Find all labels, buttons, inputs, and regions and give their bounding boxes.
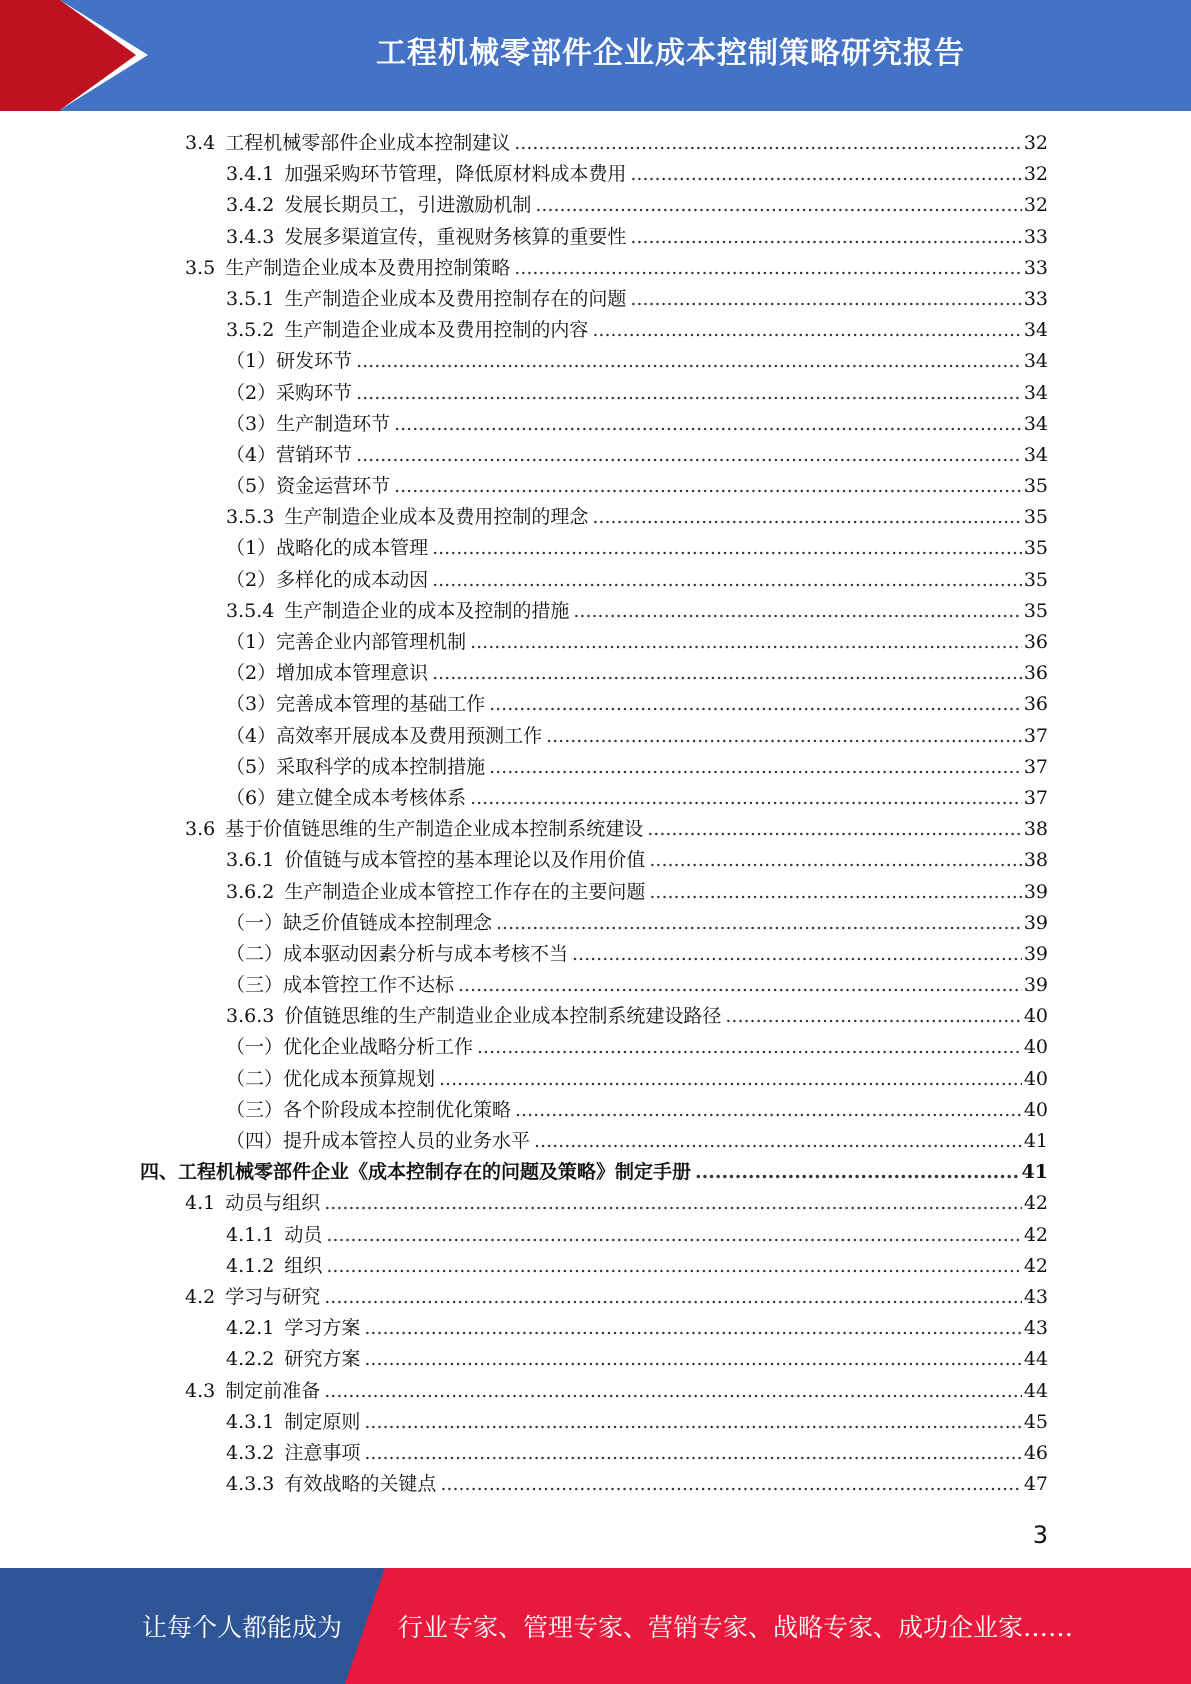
toc-entry-label: 生产制造企业成本及费用控制的内容 (284, 319, 589, 342)
toc-entry[interactable] (140, 970, 1048, 1001)
toc-entry-page: 35 (1023, 475, 1048, 498)
toc-entry-number: 4.3.2 (226, 1441, 275, 1464)
toc-entry-page: 35 (1023, 506, 1048, 529)
toc-entry-page: 36 (1023, 662, 1048, 685)
toc-entry[interactable] (140, 1001, 1048, 1032)
toc-entry-label: 组织 (284, 1254, 323, 1277)
toc-entry-page: 39 (1023, 911, 1048, 934)
toc-entry-number: 3.6.1 (226, 849, 275, 872)
toc-entry-label: （5）采取科学的成本控制措施 (226, 755, 486, 778)
toc-entry-label: （4）营销环节 (226, 443, 353, 466)
toc-dot-leader (364, 1344, 1021, 1375)
toc-entry-label: 发展长期员工，引进激励机制 (284, 194, 532, 217)
toc-entry[interactable] (140, 159, 1048, 190)
toc-entry-page: 46 (1023, 1441, 1048, 1464)
toc-entry-number: 3.5 (185, 256, 216, 279)
toc-entry-label: （4）高效率开展成本及费用预测工作 (226, 724, 543, 747)
toc-entry-number: 3.6.3 (226, 1005, 275, 1028)
toc-entry-label: 价值链与成本管控的基本理论以及作用价值 (284, 849, 646, 872)
toc-entry[interactable] (140, 1220, 1048, 1251)
toc-entry-label: （二）成本驱动因素分析与成本考核不当 (226, 942, 569, 965)
toc-entry[interactable] (140, 565, 1048, 596)
toc-entry-label: （2）增加成本管理意识 (226, 662, 429, 685)
toc-entry-label: 动员与组织 (225, 1192, 321, 1215)
toc-entry-page: 36 (1023, 693, 1048, 716)
toc-entry[interactable] (140, 284, 1048, 315)
toc-entry-page: 44 (1023, 1379, 1048, 1402)
toc-entry-label: 加强采购环节管理，降低原材料成本费用 (284, 163, 627, 186)
toc-entry-page: 35 (1023, 568, 1048, 591)
toc-entry[interactable] (140, 658, 1048, 689)
toc-entry[interactable] (140, 533, 1048, 564)
toc-entry-label: 注意事项 (284, 1441, 361, 1464)
toc-entry-label: 发展多渠道宣传，重视财务核算的重要性 (284, 225, 627, 248)
toc-dot-leader (394, 471, 1022, 502)
toc-entry-number: 3.4.1 (226, 163, 275, 186)
toc-entry-number: 4.2.2 (226, 1348, 275, 1371)
toc-dot-leader (470, 783, 1022, 814)
toc-entry[interactable] (140, 596, 1048, 627)
toc-entry-label: （1）战略化的成本管理 (226, 537, 429, 560)
toc-entry-number: 3.6 (185, 818, 216, 841)
toc-dot-leader (440, 1469, 1021, 1500)
footer-slogan-right: 行业专家、管理专家、营销专家、战略专家、成功企业家…… (398, 1613, 1074, 1642)
toc-entry[interactable] (140, 814, 1048, 845)
toc-entry-label: （一）缺乏价值链成本控制理念 (226, 911, 493, 934)
toc-entry-label: （一）优化企业战略分析工作 (226, 1036, 474, 1059)
toc-dot-leader (489, 689, 1022, 720)
toc-dot-leader (432, 565, 1022, 596)
toc-dot-leader (364, 1407, 1021, 1438)
toc-entry-number: 3.4.3 (226, 225, 275, 248)
toc-dot-leader (394, 409, 1022, 440)
toc-entry-page: 40 (1023, 1005, 1048, 1028)
header-red-block (0, 0, 61, 111)
toc-entry-number: 3.5.1 (226, 287, 275, 310)
toc-dot-leader (324, 1282, 1022, 1313)
toc-entry[interactable] (140, 908, 1048, 939)
toc-entry-page: 37 (1023, 786, 1048, 809)
toc-entry-label: （四）提升成本管控人员的业务水平 (226, 1130, 531, 1152)
toc-entry-label: 有效战略的关键点 (284, 1473, 437, 1496)
toc-entry-label: （三）各个阶段成本控制优化策略 (226, 1098, 512, 1121)
toc-entry[interactable] (140, 845, 1048, 876)
toc-entry-page: 39 (1023, 880, 1048, 903)
toc-entry[interactable] (140, 1344, 1048, 1375)
toc-dot-leader (630, 284, 1021, 315)
toc-dot-leader (364, 1313, 1021, 1344)
toc-entry[interactable] (140, 877, 1048, 908)
toc-entry-number: 4.2 (185, 1285, 216, 1308)
toc-entry-label: 基于价值链思维的生产制造企业成本控制系统建设 (225, 818, 644, 841)
toc-entry-number: 3.4 (185, 132, 216, 154)
toc-entry[interactable] (140, 128, 1048, 159)
toc-entry[interactable] (140, 1157, 1048, 1188)
toc-entry-number: 4.1.1 (226, 1223, 275, 1246)
document-title: 工程机械零部件企业成本控制策略研究报告 (376, 36, 965, 71)
toc-entry[interactable] (140, 315, 1048, 346)
toc-entry[interactable] (140, 346, 1048, 377)
toc-entry[interactable] (140, 1032, 1048, 1063)
toc-entry-label: 生产制造企业成本及费用控制存在的问题 (284, 287, 627, 310)
toc-entry-page: 34 (1023, 319, 1048, 342)
toc-entry-page: 39 (1023, 942, 1048, 965)
toc-entry[interactable] (140, 502, 1048, 533)
toc-dot-leader (649, 877, 1021, 908)
page-footer (0, 1568, 1191, 1684)
toc-entry-number: 3.5.3 (226, 506, 275, 529)
toc-entry-label: 生产制造企业成本管控工作存在的主要问题 (284, 880, 646, 903)
toc-entry-page: 35 (1023, 537, 1048, 560)
toc-entry[interactable] (140, 190, 1048, 221)
toc-entry-page: 34 (1023, 381, 1048, 404)
toc-entry-number: 3.5.2 (226, 319, 275, 342)
toc-entry[interactable] (140, 1126, 1048, 1157)
toc-entry-label: （1）完善企业内部管理机制 (226, 631, 467, 653)
toc-dot-leader (546, 721, 1022, 752)
toc-entry-page: 43 (1023, 1285, 1048, 1308)
toc-dot-leader (496, 908, 1022, 939)
toc-entry[interactable] (140, 689, 1048, 720)
toc-entry-page: 41 (1021, 1161, 1048, 1184)
toc-entry-number: 4.3 (185, 1379, 216, 1402)
toc-entry-number: 3.4.2 (226, 194, 275, 217)
toc-dot-leader (356, 378, 1022, 409)
toc-entry[interactable] (140, 1188, 1048, 1219)
toc-entry[interactable] (140, 471, 1048, 502)
toc-entry-page: 44 (1023, 1348, 1048, 1371)
page-number: 3 (1032, 1521, 1048, 1549)
toc-entry[interactable] (140, 1407, 1048, 1438)
toc-entry[interactable] (140, 1469, 1048, 1500)
toc-entry-page: 40 (1023, 1036, 1048, 1059)
toc-entry-page: 38 (1023, 818, 1048, 841)
toc-entry-number: 4.1.2 (226, 1254, 275, 1277)
toc-entry-number: 4.1 (185, 1192, 216, 1215)
toc-entry-page: 34 (1023, 350, 1048, 373)
toc-entry[interactable] (140, 1438, 1048, 1469)
toc-dot-leader (470, 627, 1022, 658)
toc-dot-leader (592, 315, 1021, 346)
toc-entry[interactable] (140, 783, 1048, 814)
footer-slogan-left: 让每个人都能成为 (142, 1613, 343, 1642)
toc-entry-label: （3）生产制造环节 (226, 412, 391, 435)
toc-dot-leader (477, 1032, 1022, 1063)
toc-entry-page: 40 (1023, 1067, 1048, 1090)
toc-entry[interactable] (140, 939, 1048, 970)
toc-dot-leader (695, 1157, 1020, 1188)
toc-entry[interactable] (140, 1313, 1048, 1344)
toc-entry[interactable] (140, 1251, 1048, 1282)
toc-entry-page: 43 (1023, 1317, 1048, 1340)
toc-entry-label: （2）多样化的成本动因 (226, 568, 429, 591)
toc-entry-page: 34 (1023, 443, 1048, 466)
toc-entry[interactable] (140, 1095, 1048, 1126)
toc-entry-label: （三）成本管控工作不达标 (226, 974, 455, 997)
toc-entry-page: 42 (1023, 1254, 1048, 1277)
toc-entry[interactable] (140, 752, 1048, 783)
toc-dot-leader (572, 939, 1022, 970)
toc-entry-page: 36 (1023, 631, 1048, 653)
toc-entry-page: 35 (1023, 599, 1048, 622)
toc-entry-page: 32 (1023, 194, 1048, 217)
toc-entry-number: 4.2.1 (226, 1317, 275, 1340)
toc-dot-leader (514, 253, 1022, 284)
toc-dot-leader (439, 1064, 1022, 1095)
toc-dot-leader (573, 596, 1021, 627)
toc-entry[interactable] (140, 222, 1048, 253)
toc-entry-page: 38 (1023, 849, 1048, 872)
toc-dot-leader (535, 190, 1021, 221)
toc-entry-label: （5）资金运营环节 (226, 475, 391, 498)
toc-dot-leader (324, 1188, 1022, 1219)
toc-dot-leader (489, 752, 1022, 783)
toc-entry-page: 32 (1023, 163, 1048, 186)
toc-dot-leader (630, 159, 1021, 190)
toc-entry[interactable] (140, 1064, 1048, 1095)
toc-entry-label: 学习与研究 (225, 1285, 321, 1308)
toc-entry[interactable] (140, 627, 1048, 658)
toc-dot-leader (458, 970, 1022, 1001)
toc-dot-leader (592, 502, 1021, 533)
toc-entry-number: 3.6.2 (226, 880, 275, 903)
toc-entry-label: 制定前准备 (225, 1379, 321, 1402)
page-header (0, 0, 1191, 111)
toc-entry[interactable] (140, 1376, 1048, 1407)
toc-entry-page: 45 (1023, 1410, 1048, 1433)
toc-dot-leader (432, 533, 1022, 564)
header-arrow-icon (60, 0, 136, 110)
toc-entry[interactable] (140, 1282, 1048, 1313)
toc-entry-number: 4.3.3 (226, 1473, 275, 1496)
toc-entry-label: 生产制造企业的成本及控制的措施 (284, 599, 570, 622)
toc-dot-leader (356, 440, 1022, 471)
toc-entry-page: 33 (1023, 225, 1048, 248)
toc-entry-page: 42 (1023, 1192, 1048, 1215)
toc-entry-page: 39 (1023, 974, 1048, 997)
toc-entry-label: 生产制造企业成本及费用控制策略 (225, 256, 511, 279)
toc-entry[interactable] (140, 409, 1048, 440)
toc-dot-leader (514, 128, 1022, 159)
toc-dot-leader (647, 814, 1022, 845)
toc-entry-number: 4.3.1 (226, 1410, 275, 1433)
toc-entry-label: 研究方案 (284, 1348, 361, 1371)
toc-dot-leader (630, 222, 1021, 253)
toc-entry-page: 41 (1023, 1130, 1048, 1152)
toc-dot-leader (356, 346, 1022, 377)
toc-entry-label: 四、工程机械零部件企业《成本控制存在的问题及策略》制定手册 (140, 1161, 692, 1184)
toc-entry[interactable] (140, 721, 1048, 752)
toc-dot-leader (324, 1376, 1022, 1407)
toc-entry-page: 42 (1023, 1223, 1048, 1246)
toc-entry-label: （2）采购环节 (226, 381, 353, 404)
toc-entry-label: 价值链思维的生产制造业企业成本控制系统建设路径 (284, 1005, 722, 1028)
toc-entry-label: 生产制造企业成本及费用控制的理念 (284, 506, 589, 529)
toc-dot-leader (364, 1438, 1021, 1469)
toc-dot-leader (515, 1095, 1022, 1126)
toc-entry-page: 40 (1023, 1098, 1048, 1121)
toc-entry-label: （二）优化成本预算规划 (226, 1067, 436, 1090)
toc-dot-leader (725, 1001, 1021, 1032)
toc-dot-leader (534, 1126, 1022, 1157)
toc-entry-label: 工程机械零部件企业成本控制建议 (225, 132, 511, 154)
toc-dot-leader (432, 658, 1022, 689)
toc-entry-page: 33 (1023, 287, 1048, 310)
toc-entry-number: 3.5.4 (226, 599, 275, 622)
toc-dot-leader (649, 845, 1021, 876)
table-of-contents (140, 128, 1048, 1500)
toc-entry-label: 制定原则 (284, 1410, 361, 1433)
toc-entry-page: 33 (1023, 256, 1048, 279)
toc-entry-label: （6）建立健全成本考核体系 (226, 786, 467, 809)
toc-entry-label: 学习方案 (284, 1317, 361, 1340)
toc-dot-leader (326, 1251, 1021, 1282)
toc-entry[interactable] (140, 378, 1048, 409)
toc-entry[interactable] (140, 440, 1048, 471)
toc-dot-leader (326, 1220, 1021, 1251)
toc-entry-page: 47 (1023, 1473, 1048, 1496)
toc-entry-page: 37 (1023, 755, 1048, 778)
toc-entry-label: 动员 (284, 1223, 323, 1246)
toc-entry-page: 32 (1023, 132, 1048, 154)
toc-entry-label: （3）完善成本管理的基础工作 (226, 693, 486, 716)
toc-entry[interactable] (140, 253, 1048, 284)
toc-entry-page: 34 (1023, 412, 1048, 435)
toc-entry-label: （1）研发环节 (226, 350, 353, 373)
toc-entry-page: 37 (1023, 724, 1048, 747)
